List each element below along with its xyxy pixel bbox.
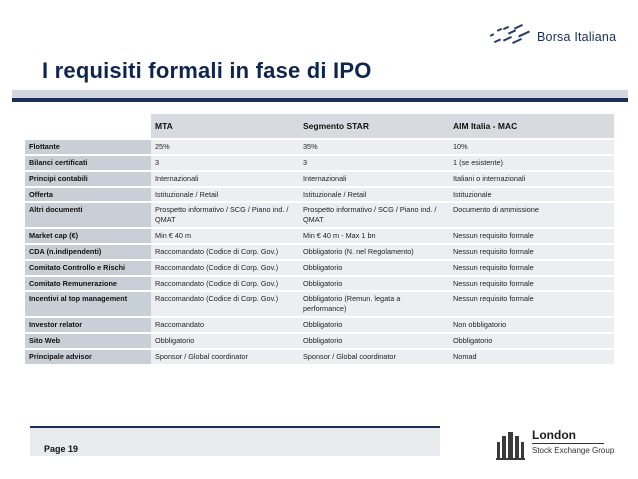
cell-mta: Min € 40 m	[151, 229, 299, 243]
cell-star: Istituzionale / Retail	[299, 188, 449, 202]
cell-mta: Raccomandato	[151, 318, 299, 332]
table-row	[25, 156, 614, 170]
row-label: Comitato Controllo e Rischi	[25, 261, 151, 275]
requirements-table	[25, 112, 614, 366]
cell-aim: Nessun requisito formale	[449, 277, 614, 291]
table-row	[25, 140, 614, 154]
cell-aim: Nessun requisito formale	[449, 245, 614, 259]
lse-name: London	[532, 428, 576, 442]
row-label: Offerta	[25, 188, 151, 202]
cell-mta: Raccomandato (Codice di Corp. Gov.)	[151, 277, 299, 291]
row-label: Flottante	[25, 140, 151, 154]
table-header-row	[25, 114, 614, 138]
cell-star: Sponsor / Global coordinator	[299, 350, 449, 364]
cell-mta: 25%	[151, 140, 299, 154]
cell-mta: Obbligatorio	[151, 334, 299, 348]
row-label: Sito Web	[25, 334, 151, 348]
column-header-aim: AIM Italia - MAC	[449, 114, 614, 138]
row-label: Investor relator	[25, 318, 151, 332]
footer-band	[30, 428, 440, 456]
cell-aim: Nessun requisito formale	[449, 261, 614, 275]
table-row	[25, 292, 614, 316]
row-label: Principale advisor	[25, 350, 151, 364]
title-rule-gray	[12, 90, 628, 98]
page-number: Page 19	[44, 444, 79, 454]
cell-aim: Nessun requisito formale	[449, 292, 614, 316]
row-label: Market cap (€)	[25, 229, 151, 243]
cell-star: 35%	[299, 140, 449, 154]
cell-aim: 10%	[449, 140, 614, 154]
row-label: Comitato Remunerazione	[25, 277, 151, 291]
cell-star: Obbligatorio (N. nel Regolamento)	[299, 245, 449, 259]
row-label: Incentivi al top management	[25, 292, 151, 316]
column-header-star: Segmento STAR	[299, 114, 449, 138]
cell-star: Obbligatorio (Remun. legata a performance)	[299, 292, 449, 316]
row-label: Altri documenti	[25, 203, 151, 227]
column-header-mta: MTA	[151, 114, 299, 138]
cell-aim: Nessun requisito formale	[449, 229, 614, 243]
lse-divider	[532, 443, 604, 444]
cell-mta: Raccomandato (Codice di Corp. Gov.)	[151, 245, 299, 259]
borsa-italiana-logo-text: Borsa Italiana	[537, 30, 617, 44]
page-title: I requisiti formali in fase di IPO	[42, 58, 372, 83]
table-row	[25, 334, 614, 348]
cell-mta: Istituzionale / Retail	[151, 188, 299, 202]
cell-star: 3	[299, 156, 449, 170]
cell-star: Min € 40 m - Max 1 bn	[299, 229, 449, 243]
cell-mta: Raccomandato (Codice di Corp. Gov.)	[151, 292, 299, 316]
cell-mta: Raccomandato (Codice di Corp. Gov.)	[151, 261, 299, 275]
cell-mta: Prospetto informativo / SCG / Piano ind. / QMAT	[151, 203, 299, 227]
cell-aim: Documento di ammissione	[449, 203, 614, 227]
cell-star: Obbligatorio	[299, 318, 449, 332]
cell-star: Obbligatorio	[299, 261, 449, 275]
cell-aim: Obbligatorio	[449, 334, 614, 348]
cell-mta: Sponsor / Global coordinator	[151, 350, 299, 364]
row-label: Bilanci certificati	[25, 156, 151, 170]
table-row	[25, 203, 614, 227]
cell-mta: Internazionali	[151, 172, 299, 186]
cell-star: Obbligatorio	[299, 277, 449, 291]
table-row	[25, 350, 614, 364]
table-row	[25, 188, 614, 202]
cell-aim: Italiani o internazionali	[449, 172, 614, 186]
cell-star: Internazionali	[299, 172, 449, 186]
table-row	[25, 261, 614, 275]
table-row	[25, 172, 614, 186]
row-label: Principi contabili	[25, 172, 151, 186]
table-row	[25, 245, 614, 259]
header-blank-cell	[25, 114, 151, 138]
table-row	[25, 229, 614, 243]
cell-aim: Non obbligatorio	[449, 318, 614, 332]
cell-star: Obbligatorio	[299, 334, 449, 348]
cell-star: Prospetto informativo / SCG / Piano ind. / QMAT	[299, 203, 449, 227]
title-rule-navy	[12, 98, 628, 102]
lse-subtitle: Stock Exchange Group	[532, 446, 615, 455]
table-row	[25, 318, 614, 332]
cell-aim: 1 (se esistente)	[449, 156, 614, 170]
cell-aim: Nomad	[449, 350, 614, 364]
cell-mta: 3	[151, 156, 299, 170]
row-label: CDA (n.indipendenti)	[25, 245, 151, 259]
cell-aim: Istituzionale	[449, 188, 614, 202]
table-row	[25, 277, 614, 291]
